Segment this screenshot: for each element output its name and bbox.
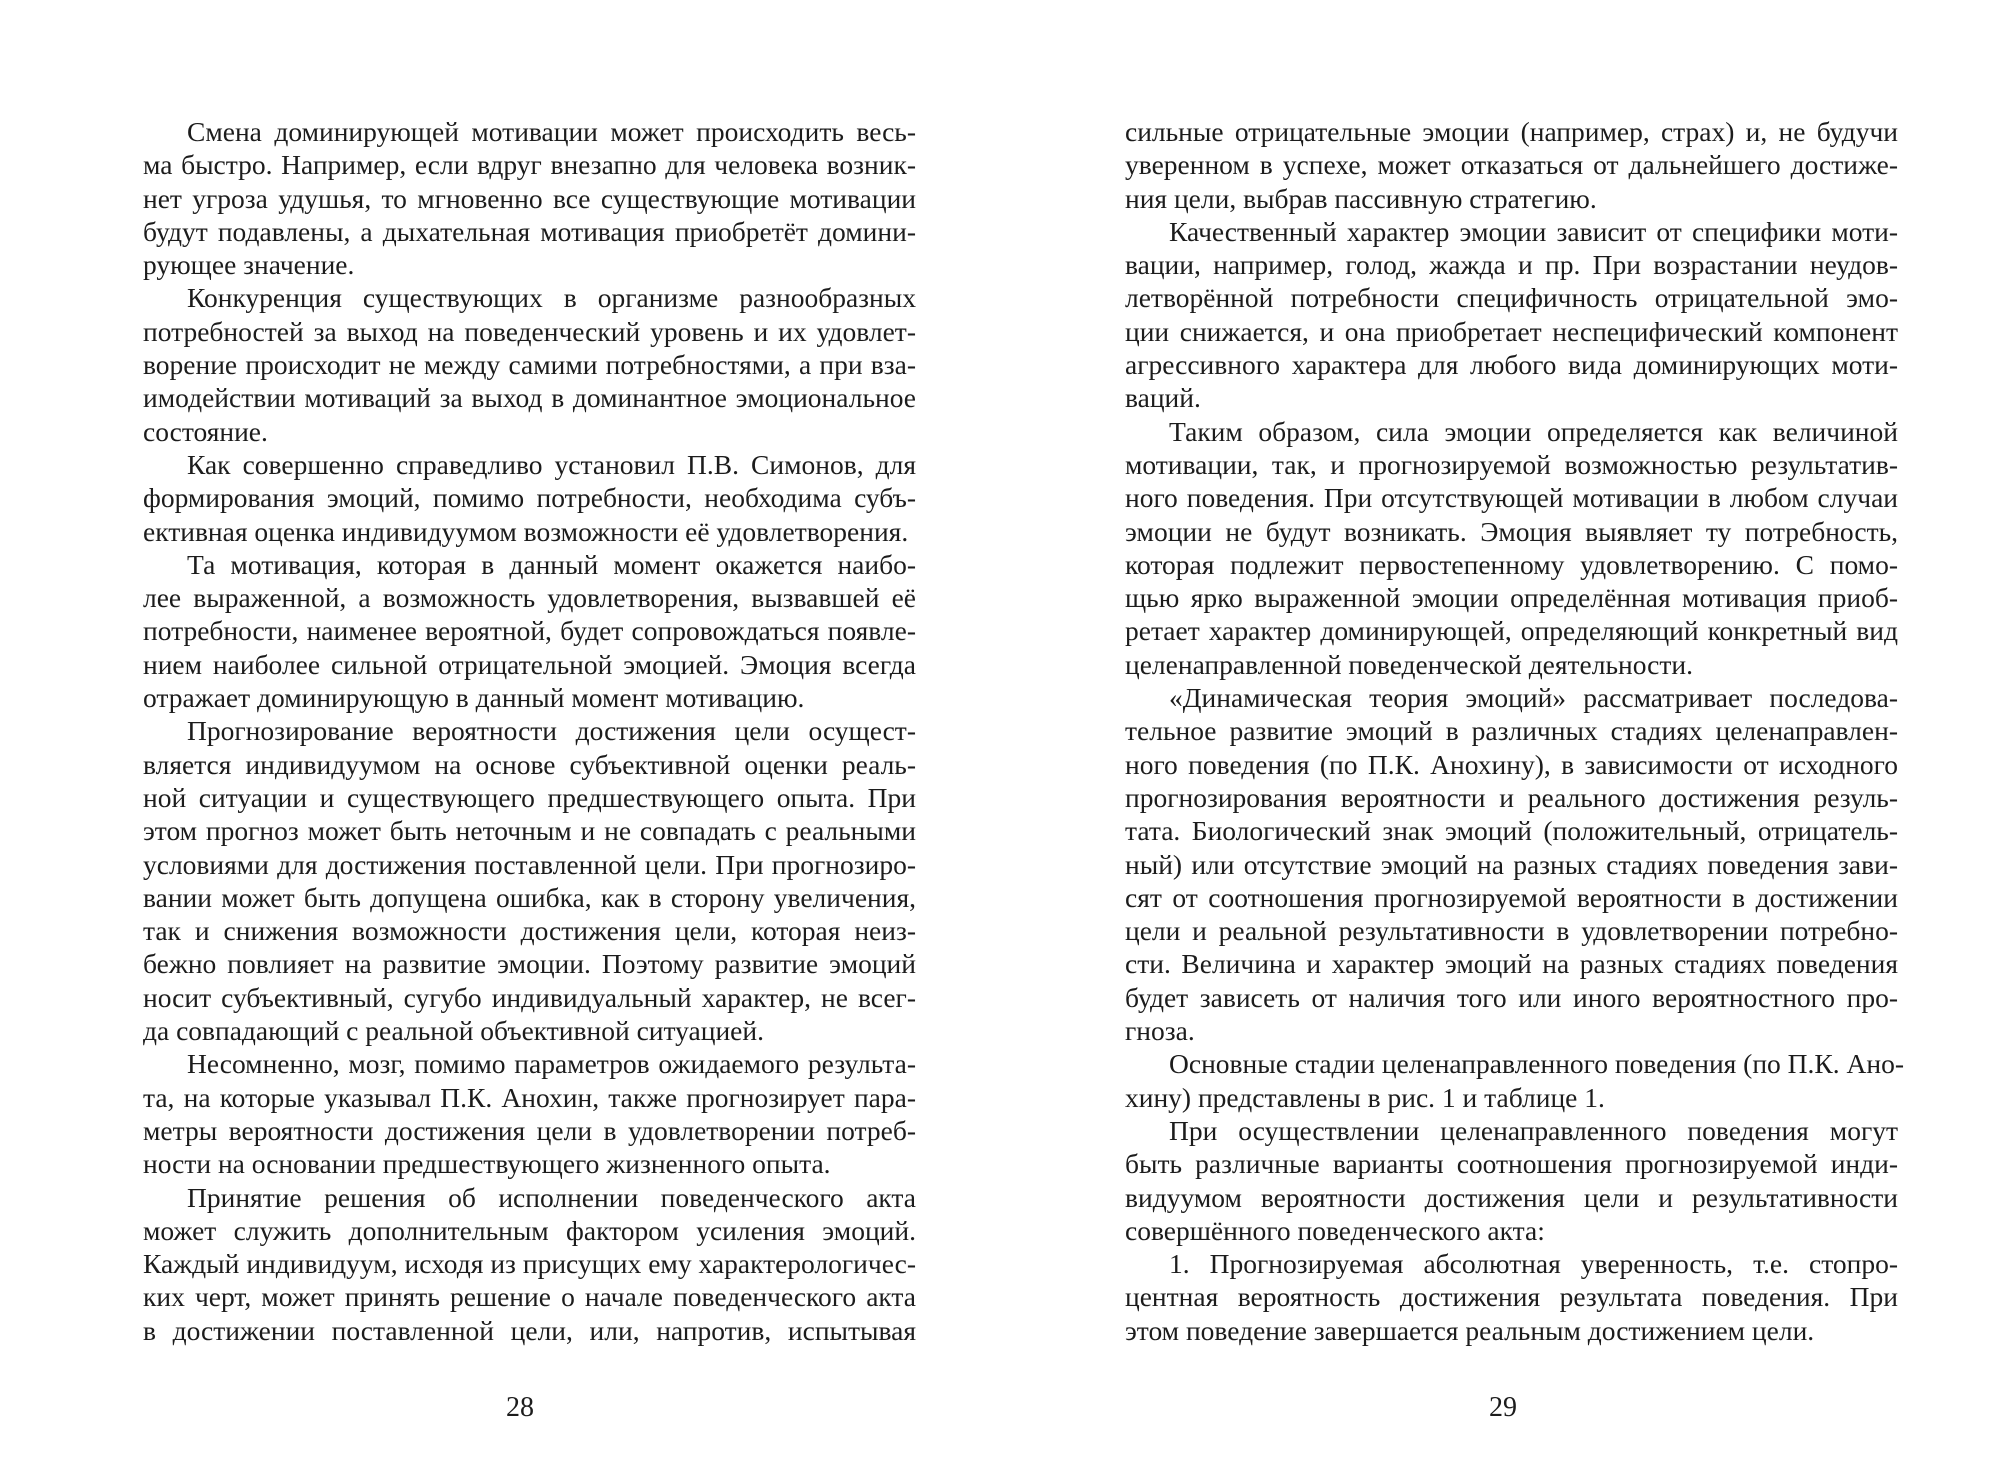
text-line: ваций. [1125,382,1201,414]
right-page-text [1125,115,1904,1347]
text-line: ких черт, может принять решение о начале поведенческого акта [143,1281,916,1313]
page-number-left: 28 [506,1392,534,1423]
text-line: видуумом вероятности достижения цели и результативности [1125,1181,1898,1213]
text-line: Как совершенно справедливо установил П.В. Симонов, для [187,448,916,480]
text-line: формирования эмоций, помимо потребности, необходима субъ- [143,482,916,514]
text-line: ной ситуации и существующего предшествующего опыта. При [143,781,916,813]
paragraph [1125,1047,1904,1114]
paragraph [143,281,916,447]
text-line: в достижении поставленной цели, или, напротив, испытывая [143,1314,916,1346]
text-line: ного поведения. При отсутствующей мотивации в любом случаи [1125,482,1898,514]
text-line: Принятие решения об исполнении поведенческого акта [187,1181,916,1213]
left-page-text [143,115,916,1347]
text-line: вляется индивидуумом на основе субъективной оценки реаль- [143,748,916,780]
text-line: Качественный характер эмоции зависит от специфики моти- [1169,215,1898,247]
text-line: ный) или отсутствие эмоций на разных стадиях поведения зави- [1125,848,1898,880]
paragraph [1125,415,1898,681]
paragraph [1125,1247,1898,1347]
text-line: прогнозирования вероятности и реального достижения резуль- [1125,781,1898,813]
text-line: тата. Биологический знак эмоций (положительный, отрицатель- [1125,815,1898,847]
paragraph [143,115,916,281]
text-line: условиями для достижения поставленной цели. При прогнозиро- [143,848,916,880]
text-line: гноза. [1125,1015,1195,1047]
text-line: 1. Прогнозируемая абсолютная уверенность, т.е. стопро- [1169,1248,1898,1280]
text-line: Основные стадии целенаправленного поведения (по П.К. Ано- [1169,1048,1904,1080]
text-line: та, на которые указывал П.К. Анохин, также прогнозирует пара- [143,1081,916,1113]
text-line: уверенном в успехе, может отказаться от дальнейшего достиже- [1125,149,1898,181]
text-line: цели и реальной результативности в удовлетворении потребно- [1125,915,1898,947]
text-line: вании может быть допущена ошибка, как в сторону увеличения, [143,881,916,913]
left-page [143,115,916,1415]
text-line: вации, например, голод, жажда и пр. При возрастании неудов- [1125,249,1898,281]
text-line: которая подлежит первостепенному удовлетворению. С помо- [1125,548,1898,580]
paragraph [1125,215,1898,415]
text-line: Конкуренция существующих в организме разнообразных [187,282,916,314]
text-line: Несомненно, мозг, помимо параметров ожидаемого результа- [187,1048,916,1080]
text-line: отражает доминирующую в данный момент мотивацию. [143,682,805,714]
text-line: нет угроза удушья, то мгновенно все существующие мотивации [143,182,916,214]
right-page [1125,115,1904,1415]
text-line: ния цели, выбрав пассивную стратегию. [1125,182,1597,214]
text-line: целенаправленной поведенческой деятельности. [1125,648,1693,680]
paragraph [143,548,916,714]
text-line: Смена доминирующей мотивации может происходить весь- [187,116,916,147]
paragraph [143,1181,916,1347]
page-number-right: 29 [1489,1392,1517,1423]
text-line: лее выраженной, а возможность удовлетворения, вызвавшей её [143,582,916,614]
text-line: будет зависеть от наличия того или иного вероятностного про- [1125,981,1898,1013]
text-line: ретает характер доминирующей, определяющий конкретный вид [1125,615,1898,647]
text-line: центная вероятность достижения результата поведения. При [1125,1281,1898,1313]
text-line: ективная оценка индивидуумом возможности её удовлетворения. [143,515,909,547]
paragraph [1125,1114,1898,1247]
text-line: Та мотивация, которая в данный момент окажется наибо- [187,548,916,580]
text-line: да совпадающий с реальной объективной ситуацией. [143,1015,764,1047]
text-line: метры вероятности достижения цели в удовлетворении потреб- [143,1114,916,1146]
text-line: этом поведение завершается реальным достижением цели. [1125,1314,1815,1346]
text-line: ности на основании предшествующего жизненного опыта. [143,1148,831,1180]
paragraph [143,714,916,1047]
text-line: носит субъективный, сугубо индивидуальный характер, не всег- [143,981,916,1013]
text-line: При осуществлении целенаправленного поведения могут [1169,1114,1898,1146]
text-line: мотивации, так, и прогнозируемой возможностью результатив- [1125,448,1898,480]
text-line: потребности, наименее вероятной, будет сопровождаться появле- [143,615,916,647]
text-line: летворённой потребности специфичность отрицательной эмо- [1125,282,1898,314]
text-line: ного поведения (по П.К. Анохину), в зависимости от исходного [1125,748,1898,780]
text-line: хину) представлены в рис. 1 и таблице 1. [1125,1081,1605,1113]
text-line: Прогнозирование вероятности достижения цели осущест- [187,715,916,747]
text-line: сильные отрицательные эмоции (например, страх) и, не будучи [1125,116,1898,147]
text-line: имодействии мотиваций за выход в доминантное эмоциональное [143,382,916,414]
text-line: сят от соотношения прогнозируемой вероятности в достижении [1125,881,1898,913]
text-line: будут подавлены, а дыхательная мотивация приобретёт домини- [143,215,916,247]
text-line: агрессивного характера для любого вида доминирующих моти- [1125,349,1898,381]
text-line: этом прогноз может быть неточным и не совпадать с реальными [143,815,916,847]
paragraph [143,448,916,548]
text-line: «Динамическая теория эмоций» рассматривает последова- [1169,682,1898,714]
text-line: Таким образом, сила эмоции определяется как величиной [1169,415,1898,447]
text-line: потребностей за выход на поведенческий уровень и их удовлет- [143,315,916,347]
text-line: ворение происходит не между самими потребностями, а при вза- [143,349,916,381]
text-line: нием наиболее сильной отрицательной эмоцией. Эмоция всегда [143,648,916,680]
text-line: бежно повлияет на развитие эмоции. Поэтому развитие эмоций [143,948,916,980]
text-line: рующее значение. [143,249,355,281]
text-line: состояние. [143,415,268,447]
text-line: может служить дополнительным фактором усиления эмоций. [143,1214,916,1246]
text-line: совершённого поведенческого акта: [1125,1214,1545,1246]
text-line: Каждый индивидуум, исходя из присущих ему характерологичес- [143,1248,916,1280]
text-line: ции снижается, и она приобретает неспецифический компонент [1125,315,1898,347]
text-line: эмоции не будут возникать. Эмоция выявляет ту потребность, [1125,515,1898,547]
paragraph [143,1047,916,1180]
text-line: щью ярко выраженной эмоции определённая мотивация приоб- [1125,582,1898,614]
text-line: ма быстро. Например, если вдруг внезапно для человека возник- [143,149,916,181]
text-line: быть различные варианты соотношения прогнозируемой инди- [1125,1148,1898,1180]
paragraph [1125,681,1898,1047]
text-line: сти. Величина и характер эмоций на разных стадиях поведения [1125,948,1898,980]
paragraph [1125,115,1898,215]
text-line: так и снижения возможности достижения цели, которая неиз- [143,915,916,947]
text-line: тельное развитие эмоций в различных стадиях целенаправлен- [1125,715,1898,747]
